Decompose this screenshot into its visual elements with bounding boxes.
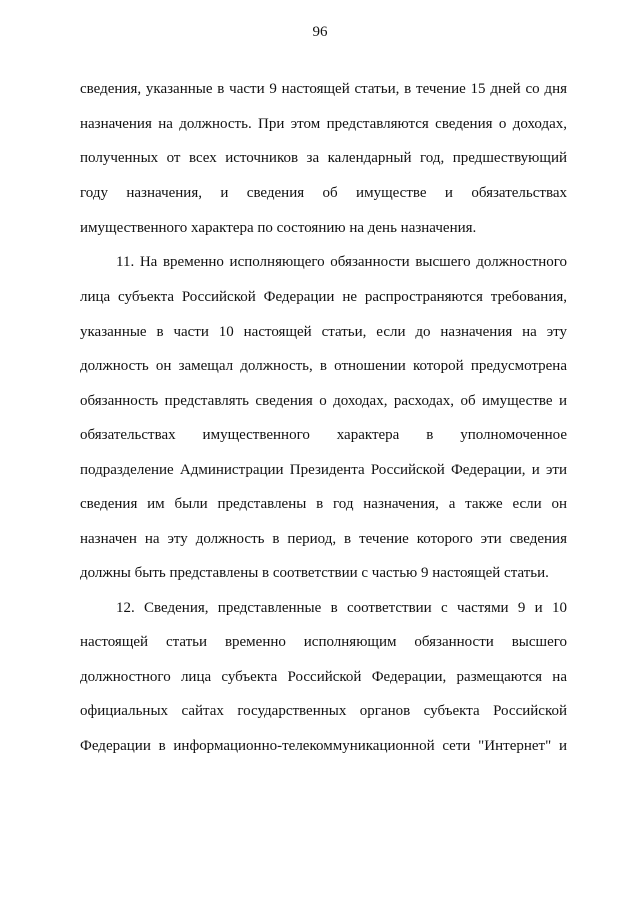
- text-line: указанные в части 10 настоящей статьи, если до назначения на эту: [80, 324, 567, 340]
- text-line: должность он замещал должность, в отношении которой предусмотрена: [80, 358, 567, 374]
- text-line: имущественного характера по состоянию на день назначения.: [80, 220, 477, 236]
- text-line: сведения им были представлены в год назначения, а также если он: [80, 496, 567, 512]
- text-line: году назначения, и сведения об имуществе и обязательствах: [80, 185, 567, 201]
- text-line: должностного лица субъекта Российской Федерации, размещаются на: [80, 669, 567, 685]
- text-line: обязанность представлять сведения о доходах, расходах, об имуществе и: [80, 393, 567, 409]
- text-line: назначен на эту должность в период, в течение которого эти сведения: [80, 531, 567, 547]
- text-line: 11. На временно исполняющего обязанности высшего должностного: [116, 254, 567, 270]
- text-line: 12. Сведения, представленные в соответствии с частями 9 и 10: [116, 600, 567, 616]
- text-line: официальных сайтах государственных органов субъекта Российской: [80, 703, 567, 719]
- text-line: должны быть представлены в соответствии с частью 9 настоящей статьи.: [80, 565, 549, 581]
- text-line: сведения, указанные в части 9 настоящей статьи, в течение 15 дней со дня: [80, 81, 567, 97]
- text-line: настоящей статьи временно исполняющим обязанности высшего: [80, 634, 567, 650]
- text-line: обязательствах имущественного характера в уполномоченное: [80, 427, 567, 443]
- text-line: подразделение Администрации Президента Российской Федерации, и эти: [80, 462, 567, 478]
- text-line: назначения на должность. При этом представляются сведения о доходах,: [80, 116, 567, 132]
- text-line: полученных от всех источников за календарный год, предшествующий: [80, 150, 567, 166]
- page-number: 96: [312, 24, 328, 40]
- text-line: лица субъекта Российской Федерации не распространяются требования,: [80, 289, 567, 305]
- text-line: Федерации в информационно-телекоммуникационной сети "Интернет" и: [80, 738, 567, 754]
